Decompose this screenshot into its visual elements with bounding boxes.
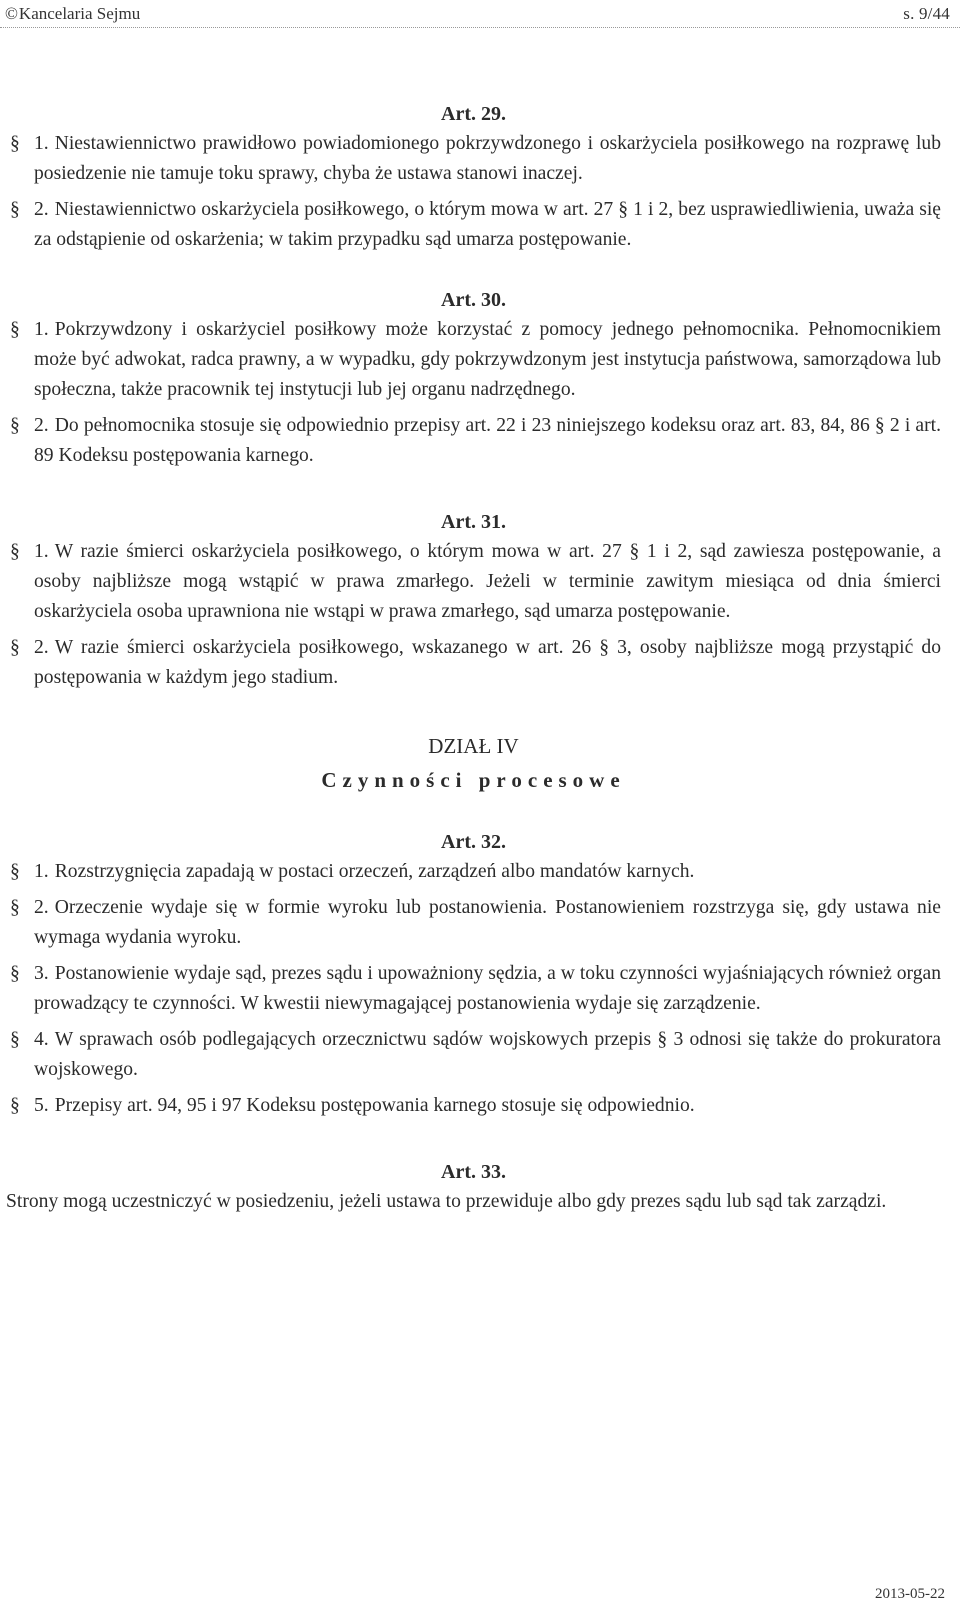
paragraph-number: 3. xyxy=(34,963,49,984)
paragraph-number: 4. xyxy=(34,1029,49,1050)
article-paragraph xyxy=(6,893,941,953)
spacer xyxy=(6,1127,941,1157)
paragraph-body: Do pełnomocnika stosuje się odpowiednio przepisy art. 22 i 23 niniejszego kodeksu oraz art. 83, 84, 86 § 2 i art. 89 Kodeksu postępowania karnego. xyxy=(34,415,941,466)
section-mark: § xyxy=(10,319,20,340)
section-mark: § xyxy=(10,637,20,658)
page-number: s. 9/44 xyxy=(903,4,950,23)
paragraph-number: 1. xyxy=(34,541,49,562)
paragraph-text xyxy=(34,1091,941,1121)
section-mark: § xyxy=(10,1095,20,1116)
division-label: DZIAŁ IV xyxy=(428,734,519,758)
article-paragraph xyxy=(6,857,941,887)
document-body xyxy=(6,99,941,1217)
footer-date: 2013-05-22 xyxy=(875,1586,945,1602)
paragraph-body: Niestawiennictwo prawidłowo powiadomionego pokrzywdzonego i oskarżyciela posiłkowego na rozprawę lub posiedzenie nie tamuje toku sprawy, chyba że ustawa stanowi inaczej. xyxy=(34,133,941,184)
article-paragraph xyxy=(6,1025,941,1085)
paragraph-number: 1. xyxy=(34,861,49,882)
paragraph-body: Rozstrzygnięcia zapadają w postaci orzeczeń, zarządzeń albo mandatów karnych. xyxy=(54,861,695,882)
section-mark: § xyxy=(10,897,20,918)
paragraph-number: 2. xyxy=(34,897,49,918)
article-paragraph xyxy=(6,129,941,189)
paragraph-text xyxy=(34,129,941,189)
section-mark: § xyxy=(10,1029,20,1050)
paragraph-text xyxy=(34,633,941,693)
section-mark: § xyxy=(10,415,20,436)
article-paragraph xyxy=(6,537,941,627)
paragraph-number: 2. xyxy=(34,199,49,220)
header-divider xyxy=(0,27,960,28)
paragraph-number: 1. xyxy=(34,319,49,340)
article-paragraph xyxy=(6,633,941,693)
paragraph-text xyxy=(34,857,941,887)
page-header xyxy=(5,3,950,25)
section-mark: § xyxy=(10,963,20,984)
article-paragraph xyxy=(6,959,941,1019)
paragraph-text xyxy=(34,1025,941,1085)
article-paragraph xyxy=(6,1091,941,1121)
paragraph-body: Postanowienie wydaje sąd, prezes sądu i upoważniony sędzia, a w toku czynności wyjaśniających również organ prowadzący te czynności. W kwestii niewymagającej postanowienia wydaje się zarządzenie. xyxy=(34,963,941,1014)
article-paragraph xyxy=(6,195,941,255)
paragraph-text xyxy=(34,315,941,405)
spacer xyxy=(6,477,941,507)
article-title: Art. 33. xyxy=(441,1161,506,1183)
paragraph-number: 5. xyxy=(34,1095,49,1116)
article-title: Art. 30. xyxy=(441,289,506,311)
spacer xyxy=(6,699,941,729)
paragraph-body: W sprawach osób podlegających orzecznictwu sądów wojskowych przepis § 3 odnosi się także do prokuratora wojskowego. xyxy=(34,1029,941,1080)
section-mark: § xyxy=(10,199,20,220)
section-mark: § xyxy=(10,541,20,562)
paragraph-number: 2. xyxy=(34,637,49,658)
section-mark: § xyxy=(10,133,20,154)
header-source-text: Kancelaria Sejmu xyxy=(18,4,141,23)
copyright-symbol: © xyxy=(5,4,18,23)
spacer xyxy=(6,797,941,827)
paragraph-number: 1. xyxy=(34,133,49,154)
paragraph-text xyxy=(34,195,941,255)
article-title: Art. 32. xyxy=(441,831,506,853)
paragraph-number: 2. xyxy=(34,415,49,436)
division-title: Czynności procesowe xyxy=(321,768,626,792)
paragraph-text xyxy=(34,959,941,1019)
article-paragraph xyxy=(6,315,941,405)
article-text: Strony mogą uczestniczyć w posiedzeniu, jeżeli ustawa to przewiduje albo gdy prezes sądu lub sąd tak zarządzi. xyxy=(6,1191,887,1212)
article-title: Art. 31. xyxy=(441,511,506,533)
article-title: Art. 29. xyxy=(441,103,506,125)
paragraph-text xyxy=(34,411,941,471)
section-mark: § xyxy=(10,861,20,882)
paragraph-body: Niestawiennictwo oskarżyciela posiłkowego, o którym mowa w art. 27 § 1 i 2, bez usprawiedliwienia, uważa się za odstąpienie od oskarżenia; w takim przypadku sąd umarza postępowanie. xyxy=(34,199,941,250)
header-source xyxy=(5,4,140,24)
paragraph-text xyxy=(34,537,941,627)
article-paragraph xyxy=(6,411,941,471)
paragraph-body: Przepisy art. 94, 95 i 97 Kodeksu postępowania karnego stosuje się odpowiednio. xyxy=(54,1095,695,1116)
paragraph-text xyxy=(34,893,941,953)
spacer xyxy=(6,261,941,285)
paragraph-body: W razie śmierci oskarżyciela posiłkowego, o którym mowa w art. 27 § 1 i 2, sąd zawiesza postępowanie, a osoby najbliższe mogą wstąpić w prawa zmarłego. Jeżeli w terminie zawitym miesiąca od dnia śmierci oskarżyciela osoba uprawniona nie wstąpi w prawa zmarłego, sąd umarza postępowanie. xyxy=(34,541,941,622)
paragraph-body: Pokrzywdzony i oskarżyciel posiłkowy może korzystać z pomocy jednego pełnomocnika. Pełnomocnikiem może być adwokat, radca prawny, a w wypadku, gdy pokrzywdzonym jest instytucja państwowa, samorządowa lub społeczna, także pracownik tej instytucji lub jej organu nadrzędnego. xyxy=(34,319,941,400)
paragraph-body: Orzeczenie wydaje się w formie wyroku lub postanowienia. Postanowieniem rozstrzyga się, gdy ustawa nie wymaga wydania wyroku. xyxy=(34,897,941,948)
paragraph-body: W razie śmierci oskarżyciela posiłkowego, wskazanego w art. 26 § 3, osoby najbliższe mogą przystąpić do postępowania w każdym jego stadium. xyxy=(34,637,941,688)
